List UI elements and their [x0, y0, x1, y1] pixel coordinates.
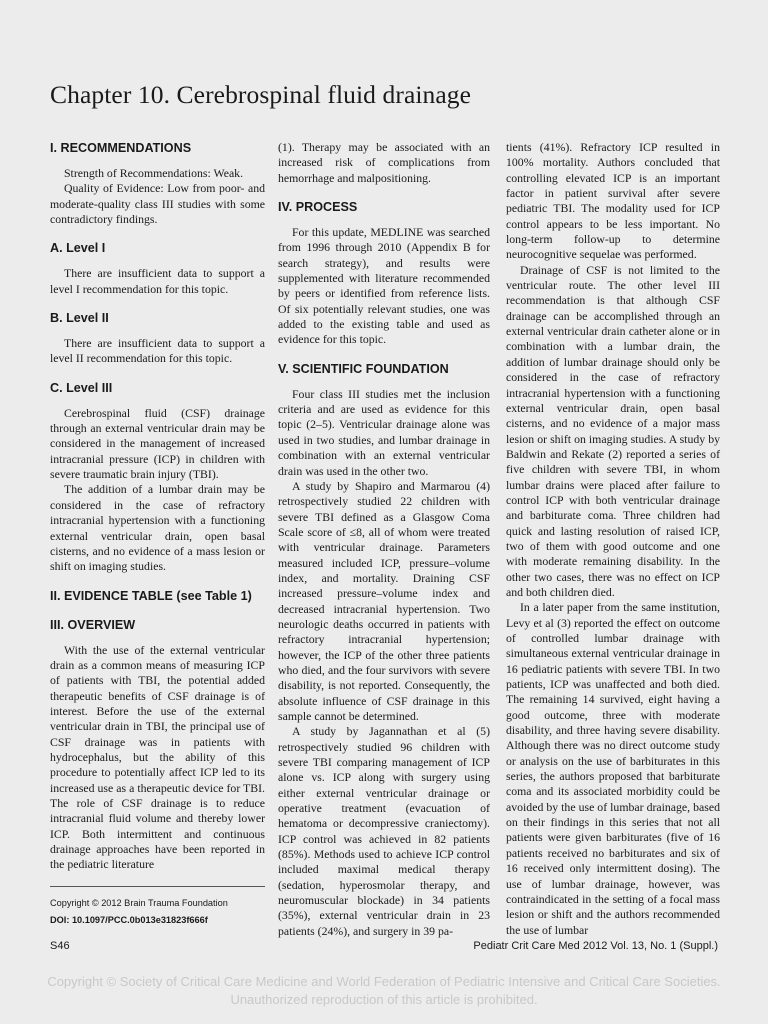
- subheading-level-3: C. Level III: [50, 380, 113, 395]
- column-2: [278, 140, 490, 939]
- level-2-text: There are insufficient data to support a level II recommendation for this topic.: [50, 336, 265, 366]
- level-3-paragraph-1: Cerebrospinal fluid (CSF) drainage through an external ventricular drain may be considered in the management of increased intracranial pressure (ICP) in children with severe traumatic brain injury (TBI).: [50, 405, 265, 482]
- column-1: [50, 140, 265, 873]
- process-paragraph: For this update, MEDLINE was searched from 1996 through 2010 (Appendix B for search strategy), and results were supplemented with literature recommended by peers or identified from reference lists. Of six potentially relevant studies, one was added to the existing table and used as evidence for this topic.: [278, 225, 490, 347]
- level-3-paragraph-2: The addition of a lumbar drain may be considered in the case of refractory intracranial hypertension with a functioning external ventricular drain, open basal cisterns, and no evidence of a mass lesion or shift on imaging studies.: [50, 482, 265, 574]
- lumbar-drainage-paragraph: Drainage of CSF is not limited to the ventricular route. The other level III recommendation is that although CSF drainage can be accomplished through an external ventricular drain catheter alone or in combination with a lumbar drain, the addition of lumbar drainage should only be considered in the case of refractory intracranial hypertension with a functioning external ventricular drain, open basal cisterns, and no evidence of a major mass lesion or shift on imaging studies. A study by Baldwin and Rekate (2) reported a series of five children with severe TBI, in whom lumbar drains were placed after failure to control ICP with both ventricular drainage and barbiturate coma. Three children had quick and lasting resolution of raised ICP, two of them with good outcome and one with moderate remaining disability. In the other two cases, there was no effect on ICP and both children died.: [506, 262, 720, 599]
- chapter-title: Chapter 10. Cerebrospinal fluid drainage: [50, 80, 472, 109]
- section-heading-recommendations: I. RECOMMENDATIONS: [50, 141, 192, 155]
- copyright-block: [50, 886, 265, 929]
- levy-study-paragraph: In a later paper from the same institution, Levy et al (3) reported the effect on outcome of controlled lumbar drainage with simultaneous external ventricular drainage in 16 pediatric patients with severe TBI. In two patients, ICP was unaffected and both died. The remaining 14 survived, eight having a good outcome, three with moderate disability, and three having severe disability. Although there was no direct outcome study or analysis on the use of barbiturates in this series, the authors proposed that barbiturate coma and its associated morbidity could be avoided by the use of lumbar drainage, based on their findings in this series that not all patients were given barbiturates (five of 16 patients received no barbiturates and six of 16 received only intermittent dosing). The use of lumbar drainage, however, was contraindicated in the setting of a focal mass lesion or shift and the authors recommended the use of lumbar: [506, 600, 720, 937]
- journal-citation: Pediatr Crit Care Med 2012 Vol. 13, No. 1 (Suppl.): [473, 940, 718, 952]
- level-1-text: There are insufficient data to support a level I recommendation for this topic.: [50, 266, 265, 296]
- column-3: [506, 140, 720, 938]
- section-heading-overview: III. OVERVIEW: [50, 617, 136, 632]
- section-heading-scientific-foundation: V. SCIENTIFIC FOUNDATION: [278, 361, 449, 376]
- watermark-line-1: Copyright © Society of Critical Care Medicine and World Federation of Pediatric Intensive and Critical Care Societies.: [47, 974, 721, 989]
- foundation-paragraph-1: Four class III studies met the inclusion criteria and are used as evidence for this topic (2–5). Ventricular drainage alone was used in two studies, and lumbar drainage in combination with an external ventricular drain was used in the other two.: [278, 386, 490, 478]
- copyright-line: Copyright © 2012 Brain Trauma Foundation: [50, 898, 228, 908]
- watermark-line-2: Unauthorized reproduction of this article is prohibited.: [230, 992, 538, 1007]
- overview-paragraph: With the use of the external ventricular drain as a common means of measuring ICP of patients with TBI, the potential added therapeutic benefits of CSF drainage is of interest. Before the use of the external ventricular drain in TBI, the principal use of CSF drainage was in patients with hydrocephalus, but the ability of this procedure to potentially affect ICP led to its increased use as a therapeutic device for TBI. The role of CSF drainage is to reduce intracranial fluid volume and thereby lower ICP. Both intermittent and continuous drainage approaches have been reported in the pediatric literature: [50, 642, 265, 872]
- doi-line: DOI: 10.1097/PCC.0b013e31823f666f: [50, 915, 208, 925]
- overview-continuation: (1). Therapy may be associated with an increased risk of complications from hemorrhage and malpositioning.: [278, 140, 490, 185]
- strength-of-recommendations: Strength of Recommendations: Weak.: [64, 166, 244, 180]
- subheading-level-2: B. Level II: [50, 311, 109, 326]
- copyright-watermark: [0, 973, 768, 1009]
- section-heading-evidence-table: II. EVIDENCE TABLE (see Table 1): [50, 588, 252, 603]
- quality-of-evidence: Quality of Evidence: Low from poor- and moderate-quality class III studies with some contradictory findings.: [50, 181, 265, 227]
- subheading-level-1: A. Level I: [50, 241, 106, 256]
- foundation-paragraph-2: A study by Shapiro and Marmarou (4) retrospectively studied 22 children with severe TBI defined as a Glasgow Coma Scale score of ≤8, all of whom were treated with ventricular drainage. Parameters measured included ICP, pressure–volume index, and mortality. Draining CSF increased pressure–volume index and decreased intracranial hypertension. Two neurologic deaths occurred in patients with refractory intracranial hypertension; however, the ICP of the other three patients who died, and the four survivors with severe disability, is not reported. Consequently, the absolute influence of CSF drainage in this sample cannot be determined.: [278, 478, 490, 723]
- page-number: S46: [50, 940, 70, 952]
- section-heading-process: IV. PROCESS: [278, 200, 358, 215]
- foundation-paragraph-3: A study by Jagannathan et al (5) retrospectively studied 96 children with severe TBI comparing management of ICP alone vs. ICP along with surgery using either external ventricular drainage or operative treatment (evacuation of hematoma or decompressive craniectomy). ICP control was achieved in 82 patients (85%). Methods used to achieve ICP control included maximal medical therapy (sedation, hyperosmolar therapy, and neuromuscular blockade) in 34 patients (35%), external ventricular drain in 23 patients (24%), and surgery in 39 pa-: [278, 724, 490, 938]
- foundation-continuation: tients (41%). Refractory ICP resulted in 100% mortality. Authors concluded that controlling elevated ICP is an important factor in patient survival after severe pediatric TBI. The modality used for ICP control appears to be less important. No long-term follow-up to determine neurocognitive sequelae was performed.: [506, 140, 720, 262]
